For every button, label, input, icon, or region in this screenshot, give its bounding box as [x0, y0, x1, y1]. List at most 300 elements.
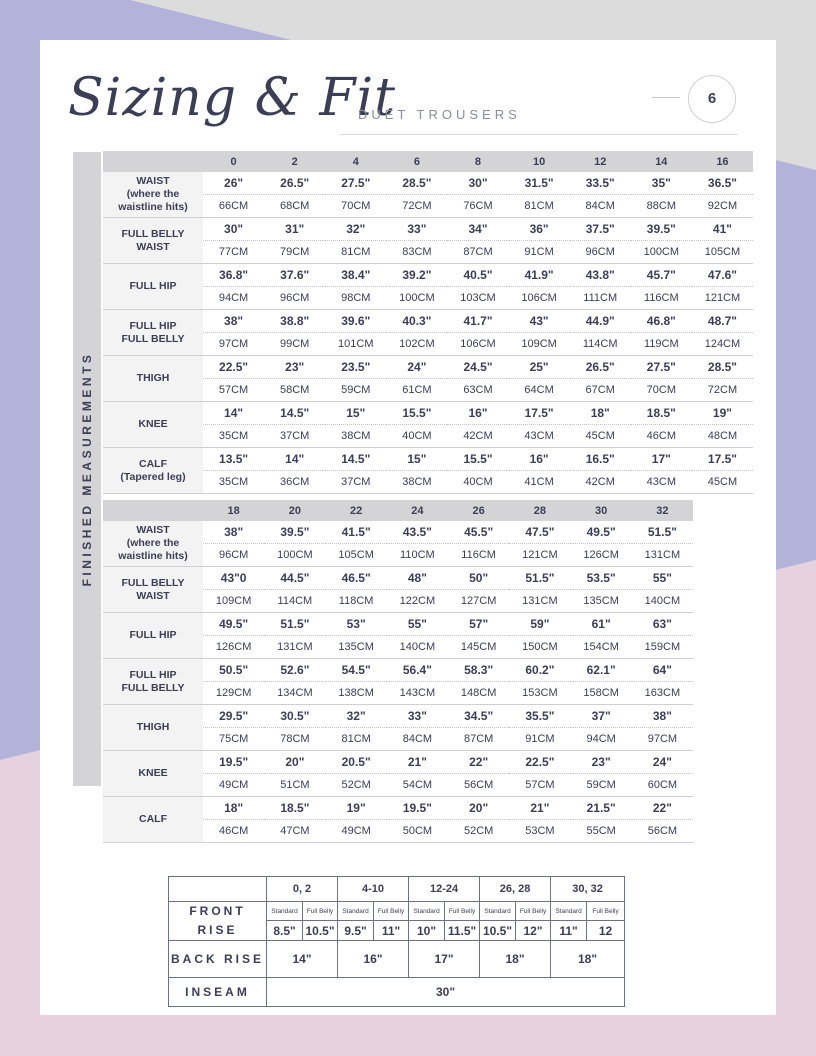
rise-group-header: 30, 32: [551, 877, 625, 902]
front-rise-label-line: FRONT: [189, 904, 246, 918]
cm-value: 159CM: [632, 636, 693, 659]
inch-value: 13.5": [203, 448, 264, 471]
cm-value: 131CM: [264, 636, 325, 659]
cm-value: 91CM: [509, 728, 570, 751]
front-rise-value: 12": [516, 921, 551, 941]
inch-value: 52.6": [264, 659, 325, 682]
inch-value: 18.5": [264, 797, 325, 820]
standard-subheader: Standard: [267, 902, 303, 921]
inch-value: 37.6": [264, 264, 325, 287]
cm-value: 98CM: [325, 287, 386, 310]
cm-value: 72CM: [692, 379, 753, 402]
size-header: 8: [447, 151, 508, 172]
cm-value: 42CM: [447, 425, 508, 448]
cm-value: 91CM: [509, 241, 570, 264]
measurement-label: FULL BELLY WAIST: [103, 567, 203, 613]
cm-value: 153CM: [509, 682, 570, 705]
inch-value: 16.5": [570, 448, 631, 471]
inch-value: 43"0: [203, 567, 264, 590]
back-rise-label: BACK RISE: [169, 941, 267, 978]
cm-value: 57CM: [509, 774, 570, 797]
inch-value: 30.5": [264, 705, 325, 728]
inch-value: 40.3": [386, 310, 447, 333]
inch-value: 41.7": [447, 310, 508, 333]
cm-value: 126CM: [203, 636, 264, 659]
standard-subheader: Standard: [409, 902, 445, 921]
inch-value: 17.5": [692, 448, 753, 471]
inch-value: 38.4": [325, 264, 386, 287]
inch-value: 33.5": [570, 172, 631, 195]
cm-value: 131CM: [632, 544, 693, 567]
rise-inseam-table: [168, 876, 625, 1007]
cm-value: 94CM: [571, 728, 632, 751]
cm-value: 100CM: [631, 241, 692, 264]
cm-value: 61CM: [386, 379, 447, 402]
front-rise-value: 10.5": [303, 921, 338, 941]
inch-value: 46.5": [326, 567, 387, 590]
inch-value: 34.5": [448, 705, 509, 728]
size-header: 14: [631, 151, 692, 172]
inch-value: 48.7": [692, 310, 753, 333]
inch-value: 23.5": [325, 356, 386, 379]
inch-value: 19.5": [387, 797, 448, 820]
inch-value: 30": [447, 172, 508, 195]
inch-value: 27.5": [631, 356, 692, 379]
inch-value: 49.5": [203, 613, 264, 636]
cm-value: 51CM: [264, 774, 325, 797]
inch-value: 15": [386, 448, 447, 471]
table-row: [103, 521, 693, 544]
cm-value: 81CM: [509, 195, 570, 218]
cm-value: 106CM: [509, 287, 570, 310]
inch-value: 15": [325, 402, 386, 425]
inch-value: 36.8": [203, 264, 264, 287]
inseam-label: INSEAM: [169, 978, 267, 1007]
cm-value: 96CM: [203, 544, 264, 567]
cm-value: 57CM: [203, 379, 264, 402]
cm-value: 135CM: [326, 636, 387, 659]
inch-value: 39.5": [631, 218, 692, 241]
inch-value: 57": [448, 613, 509, 636]
inch-value: 24": [386, 356, 447, 379]
cm-value: 111CM: [570, 287, 631, 310]
cm-value: 58CM: [264, 379, 325, 402]
inch-value: 46.8": [631, 310, 692, 333]
inch-value: 31.5": [509, 172, 570, 195]
cm-value: 36CM: [264, 471, 325, 494]
cm-value: 56CM: [448, 774, 509, 797]
cm-value: 114CM: [570, 333, 631, 356]
cm-value: 163CM: [632, 682, 693, 705]
table-row: [103, 705, 693, 728]
cm-value: 116CM: [448, 544, 509, 567]
cm-value: 97CM: [203, 333, 264, 356]
full-belly-subheader: Full Belly: [516, 902, 551, 921]
size-header: 4: [325, 151, 386, 172]
header-divider: [340, 134, 738, 135]
standard-subheader: Standard: [551, 902, 587, 921]
cm-value: 154CM: [571, 636, 632, 659]
inch-value: 32": [326, 705, 387, 728]
measurement-label: FULL HIP FULL BELLY: [103, 659, 203, 705]
inch-value: 26.5": [570, 356, 631, 379]
cm-value: 50CM: [387, 820, 448, 843]
cm-value: 145CM: [448, 636, 509, 659]
inch-value: 24": [632, 751, 693, 774]
inch-value: 48": [387, 567, 448, 590]
cm-value: 121CM: [509, 544, 570, 567]
size-header: 0: [203, 151, 264, 172]
inch-value: 18.5": [631, 402, 692, 425]
full-belly-subheader: Full Belly: [374, 902, 409, 921]
inch-value: 33": [387, 705, 448, 728]
inch-value: 21": [387, 751, 448, 774]
inch-value: 64": [632, 659, 693, 682]
front-rise-value: 12: [587, 921, 625, 941]
back-rise-value: 18": [551, 941, 625, 978]
table-row: [103, 567, 693, 590]
back-rise-value: 17": [409, 941, 480, 978]
inch-value: 43": [509, 310, 570, 333]
inch-value: 51.5": [632, 521, 693, 544]
inch-value: 20": [448, 797, 509, 820]
back-rise-value: 18": [480, 941, 551, 978]
front-rise-value: 11": [551, 921, 587, 941]
front-rise-value: 8.5": [267, 921, 303, 941]
cm-value: 99CM: [264, 333, 325, 356]
size-header-corner: [103, 500, 203, 521]
inch-value: 35.5": [509, 705, 570, 728]
cm-value: 41CM: [509, 471, 570, 494]
cm-value: 109CM: [509, 333, 570, 356]
inch-value: 15.5": [386, 402, 447, 425]
front-rise-value: 10.5": [480, 921, 516, 941]
cm-value: 100CM: [264, 544, 325, 567]
inch-value: 14": [264, 448, 325, 471]
cm-value: 47CM: [264, 820, 325, 843]
cm-value: 134CM: [264, 682, 325, 705]
cm-value: 48CM: [692, 425, 753, 448]
measurement-label: CALF (Tapered leg): [103, 448, 203, 494]
size-header: 32: [632, 500, 693, 521]
inch-value: 18": [203, 797, 264, 820]
inch-value: 19.5": [203, 751, 264, 774]
inch-value: 59": [509, 613, 570, 636]
measurement-label: FULL HIP: [103, 264, 203, 310]
inch-value: 31": [264, 218, 325, 241]
cm-value: 42CM: [570, 471, 631, 494]
table-row: [103, 264, 753, 287]
cm-value: 83CM: [386, 241, 447, 264]
inch-value: 63": [632, 613, 693, 636]
inch-value: 36.5": [692, 172, 753, 195]
size-header: 26: [448, 500, 509, 521]
size-header: 12: [570, 151, 631, 172]
inch-value: 14.5": [264, 402, 325, 425]
table-row: [103, 402, 753, 425]
cm-value: 40CM: [447, 471, 508, 494]
size-header: 6: [386, 151, 447, 172]
inch-value: 24.5": [447, 356, 508, 379]
cm-value: 103CM: [447, 287, 508, 310]
cm-value: 79CM: [264, 241, 325, 264]
cm-value: 43CM: [509, 425, 570, 448]
cm-value: 96CM: [264, 287, 325, 310]
measurement-label: FULL HIP: [103, 613, 203, 659]
table-row: [103, 659, 693, 682]
measurement-label: KNEE: [103, 402, 203, 448]
cm-value: 122CM: [387, 590, 448, 613]
cm-value: 75CM: [203, 728, 264, 751]
measurement-label: KNEE: [103, 751, 203, 797]
inch-value: 17": [631, 448, 692, 471]
table-row: [103, 613, 693, 636]
inch-value: 58.3": [448, 659, 509, 682]
page-title: Sizing & Fit: [68, 68, 397, 128]
cm-value: 96CM: [570, 241, 631, 264]
inch-value: 49.5": [571, 521, 632, 544]
cm-value: 35CM: [203, 425, 264, 448]
cm-value: 49CM: [203, 774, 264, 797]
size-table-18-32: [103, 500, 693, 843]
cm-value: 119CM: [631, 333, 692, 356]
rise-corner-cell: [169, 877, 267, 902]
cm-value: 92CM: [692, 195, 753, 218]
inch-value: 26": [203, 172, 264, 195]
cm-value: 72CM: [386, 195, 447, 218]
inch-value: 50.5": [203, 659, 264, 682]
inch-value: 50": [448, 567, 509, 590]
size-header: 16: [692, 151, 753, 172]
measurement-label: WAIST (where the waistline hits): [103, 521, 203, 567]
cm-value: 37CM: [325, 471, 386, 494]
cm-value: 105CM: [692, 241, 753, 264]
inch-value: 43.8": [570, 264, 631, 287]
rise-group-header: 26, 28: [480, 877, 551, 902]
inch-value: 43.5": [387, 521, 448, 544]
cm-value: 76CM: [447, 195, 508, 218]
cm-value: 109CM: [203, 590, 264, 613]
cm-value: 66CM: [203, 195, 264, 218]
front-rise-label: [169, 902, 267, 941]
inch-value: 30": [203, 218, 264, 241]
cm-value: 37CM: [264, 425, 325, 448]
cm-value: 63CM: [447, 379, 508, 402]
inch-value: 61": [571, 613, 632, 636]
inch-value: 35": [631, 172, 692, 195]
page-number-dash: [652, 97, 680, 98]
cm-value: 114CM: [264, 590, 325, 613]
inch-value: 41": [692, 218, 753, 241]
table-row: [103, 218, 753, 241]
inch-value: 14": [203, 402, 264, 425]
inch-value: 26.5": [264, 172, 325, 195]
inch-value: 36": [509, 218, 570, 241]
front-rise-value: 10": [409, 921, 445, 941]
cm-value: 135CM: [571, 590, 632, 613]
size-header: 24: [387, 500, 448, 521]
inch-value: 47.5": [509, 521, 570, 544]
table-row: [103, 751, 693, 774]
inch-value: 22": [632, 797, 693, 820]
inch-value: 38": [203, 310, 264, 333]
inch-value: 23": [571, 751, 632, 774]
sidebar-label: FINISHED MEASUREMENTS: [80, 351, 94, 587]
measurement-label: CALF: [103, 797, 203, 843]
inch-value: 29.5": [203, 705, 264, 728]
cm-value: 45CM: [570, 425, 631, 448]
cm-value: 87CM: [448, 728, 509, 751]
cm-value: 35CM: [203, 471, 264, 494]
cm-value: 88CM: [631, 195, 692, 218]
cm-value: 148CM: [448, 682, 509, 705]
inseam-value: 30": [267, 978, 625, 1007]
inch-value: 38": [203, 521, 264, 544]
inch-value: 51.5": [509, 567, 570, 590]
cm-value: 106CM: [447, 333, 508, 356]
cm-value: 97CM: [632, 728, 693, 751]
inch-value: 62.1": [571, 659, 632, 682]
cm-value: 70CM: [631, 379, 692, 402]
inch-value: 22.5": [203, 356, 264, 379]
front-rise-value: 9.5": [338, 921, 374, 941]
inch-value: 19": [692, 402, 753, 425]
cm-value: 110CM: [387, 544, 448, 567]
inch-value: 39.5": [264, 521, 325, 544]
inch-value: 22.5": [509, 751, 570, 774]
cm-value: 59CM: [571, 774, 632, 797]
full-belly-subheader: Full Belly: [445, 902, 480, 921]
rise-group-header: 12-24: [409, 877, 480, 902]
inch-value: 56.4": [387, 659, 448, 682]
page-number: 6: [688, 75, 736, 123]
measurement-label: THIGH: [103, 705, 203, 751]
inch-value: 54.5": [326, 659, 387, 682]
cm-value: 138CM: [326, 682, 387, 705]
cm-value: 126CM: [571, 544, 632, 567]
inch-value: 37.5": [570, 218, 631, 241]
inch-value: 38": [632, 705, 693, 728]
cm-value: 87CM: [447, 241, 508, 264]
inch-value: 18": [570, 402, 631, 425]
inch-value: 14.5": [325, 448, 386, 471]
cm-value: 46CM: [631, 425, 692, 448]
cm-value: 67CM: [570, 379, 631, 402]
section-sidebar: [73, 152, 101, 786]
cm-value: 94CM: [203, 287, 264, 310]
cm-value: 127CM: [448, 590, 509, 613]
cm-value: 46CM: [203, 820, 264, 843]
cm-value: 84CM: [387, 728, 448, 751]
size-header-corner: [103, 151, 203, 172]
cm-value: 129CM: [203, 682, 264, 705]
inch-value: 55": [632, 567, 693, 590]
cm-value: 84CM: [570, 195, 631, 218]
measurement-label: THIGH: [103, 356, 203, 402]
cm-value: 102CM: [386, 333, 447, 356]
inch-value: 32": [325, 218, 386, 241]
inch-value: 44.9": [570, 310, 631, 333]
cm-value: 54CM: [387, 774, 448, 797]
page-subtitle: DUET TROUSERS: [358, 107, 521, 122]
cm-value: 60CM: [632, 774, 693, 797]
inch-value: 45.7": [631, 264, 692, 287]
cm-value: 140CM: [387, 636, 448, 659]
inch-value: 39.2": [386, 264, 447, 287]
inch-value: 53": [326, 613, 387, 636]
back-rise-value: 16": [338, 941, 409, 978]
size-header: 28: [509, 500, 570, 521]
inch-value: 21": [509, 797, 570, 820]
cm-value: 116CM: [631, 287, 692, 310]
cm-value: 150CM: [509, 636, 570, 659]
rise-group-header: 0, 2: [267, 877, 338, 902]
inch-value: 17.5": [509, 402, 570, 425]
inch-value: 34": [447, 218, 508, 241]
cm-value: 56CM: [632, 820, 693, 843]
inch-value: 20": [264, 751, 325, 774]
full-belly-subheader: Full Belly: [303, 902, 338, 921]
size-header: 2: [264, 151, 325, 172]
table-row: [103, 310, 753, 333]
inch-value: 33": [386, 218, 447, 241]
cm-value: 143CM: [387, 682, 448, 705]
measurement-label: FULL BELLY WAIST: [103, 218, 203, 264]
cm-value: 45CM: [692, 471, 753, 494]
cm-value: 49CM: [326, 820, 387, 843]
document-page: [40, 40, 776, 1015]
cm-value: 55CM: [571, 820, 632, 843]
cm-value: 158CM: [571, 682, 632, 705]
cm-value: 38CM: [325, 425, 386, 448]
cm-value: 70CM: [325, 195, 386, 218]
size-header: 30: [571, 500, 632, 521]
cm-value: 124CM: [692, 333, 753, 356]
inch-value: 19": [326, 797, 387, 820]
inch-value: 60.2": [509, 659, 570, 682]
table-row: [103, 172, 753, 195]
inch-value: 37": [571, 705, 632, 728]
cm-value: 43CM: [631, 471, 692, 494]
cm-value: 81CM: [326, 728, 387, 751]
cm-value: 52CM: [448, 820, 509, 843]
measurement-label: WAIST (where the waistline hits): [103, 172, 203, 218]
inch-value: 23": [264, 356, 325, 379]
front-rise-label-line: RISE: [197, 923, 238, 937]
cm-value: 81CM: [325, 241, 386, 264]
cm-value: 131CM: [509, 590, 570, 613]
inch-value: 27.5": [325, 172, 386, 195]
cm-value: 121CM: [692, 287, 753, 310]
inch-value: 41.5": [326, 521, 387, 544]
inch-value: 51.5": [264, 613, 325, 636]
inch-value: 53.5": [571, 567, 632, 590]
inch-value: 40.5": [447, 264, 508, 287]
cm-value: 100CM: [386, 287, 447, 310]
table-row: [103, 356, 753, 379]
inch-value: 28.5": [692, 356, 753, 379]
measurement-label: FULL HIP FULL BELLY: [103, 310, 203, 356]
inch-value: 44.5": [264, 567, 325, 590]
inch-value: 45.5": [448, 521, 509, 544]
standard-subheader: Standard: [338, 902, 374, 921]
cm-value: 52CM: [326, 774, 387, 797]
inch-value: 39.6": [325, 310, 386, 333]
inch-value: 16": [447, 402, 508, 425]
size-header: 22: [326, 500, 387, 521]
table-row: [103, 448, 753, 471]
size-header: 10: [509, 151, 570, 172]
